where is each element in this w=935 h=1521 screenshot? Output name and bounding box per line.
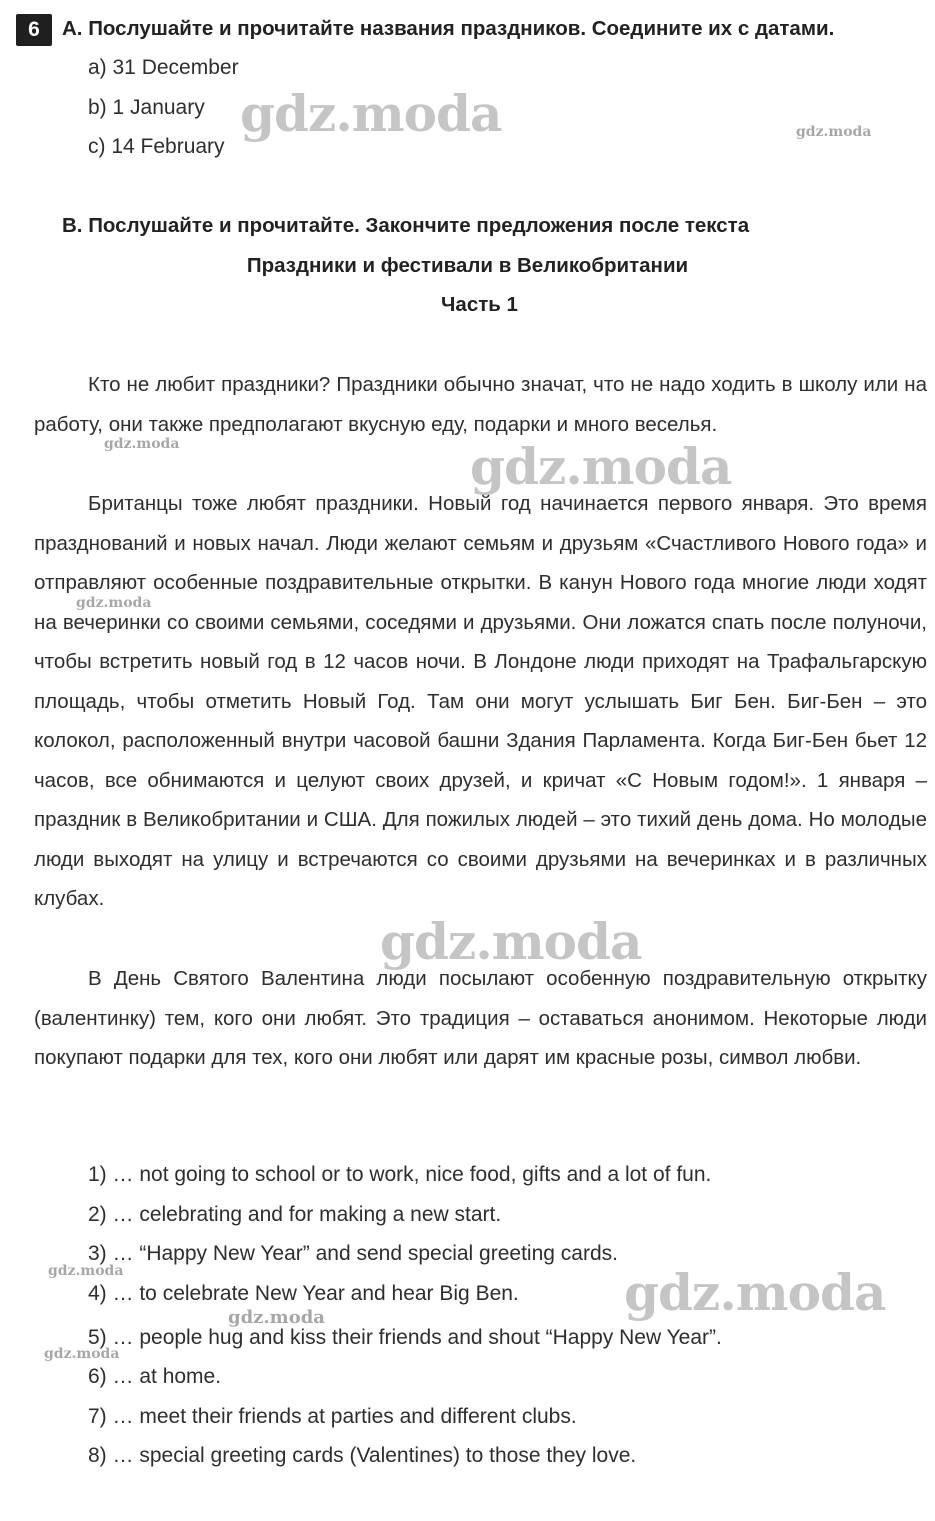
watermark-small: gdz.moda (76, 595, 152, 611)
watermark-large: gdz.moda (470, 437, 732, 496)
watermark-small: gdz.moda (228, 1307, 325, 1328)
watermark-large: gdz.moda (240, 84, 502, 143)
sentence-4: 4) … to celebrate New Year and hear Big Ben. (88, 1282, 519, 1305)
sentence-5: 5) … people hug and kiss their friends and shout “Happy New Year”. (88, 1326, 722, 1349)
sentence-6: 6) … at home. (88, 1365, 222, 1388)
task-b-heading: B. Послушайте и прочитайте. Закончите предложения после текста (62, 214, 750, 237)
watermark-small: gdz.moda (48, 1263, 124, 1279)
sentence-3: 3) … “Happy New Year” and send special greeting cards. (88, 1242, 618, 1265)
watermark-small: gdz.moda (104, 436, 180, 452)
date-item-c: c) 14 February (88, 135, 225, 158)
sentence-2: 2) … celebrating and for making a new start. (88, 1203, 502, 1226)
paragraph-2: Британцы тоже любят праздники. Новый год начинается первого января. Это время празднований и новых начал. Люди желают семьям и друзьям «Счастливого Нового года» и отправляют особенные поздравительные открытки. В канун Нового года многие люди ходят на вечеринки со своими семьями, соседями и друзьями. Они ложатся спать после полуночи, чтобы встретить новый год в 12 часов ночи. В Лондоне люди приходят на Трафальгарскую площадь, чтобы отметить Новый Год. Там они могут услышать Биг Бен. Биг-Бен – это колокол, расположенный внутри часовой башни Здания Парламента. Когда Биг-Бен бьет 12 часов, все обнимаются и целуют своих друзей, и кричат «С Новым годом!». 1 января – праздник в Великобритании и США. Для пожилых людей – это тихий день дома. Но молодые люди выходят на улицу и встречаются со своими друзьями на вечеринках и в различных клубах. (34, 492, 927, 910)
sentence-8: 8) … special greeting cards (Valentines) to those they love. (88, 1444, 637, 1467)
watermark-large: gdz.moda (624, 1263, 886, 1322)
date-item-b: b) 1 January (88, 96, 205, 119)
watermark-large: gdz.moda (380, 912, 642, 971)
sentence-7: 7) … meet their friends at parties and different clubs. (88, 1405, 577, 1428)
sentence-1: 1) … not going to school or to work, nice food, gifts and a lot of fun. (88, 1163, 712, 1186)
exercise-number: 6 (16, 14, 52, 46)
task-a-heading: A. Послушайте и прочитайте названия праздников. Соедините их с датами. (62, 17, 835, 40)
text-title: Праздники и фестивали в Великобритании (246, 254, 689, 277)
watermark-small: gdz.moda (44, 1346, 120, 1362)
paragraph-1: Кто не любит праздники? Праздники обычно значат, что не надо ходить в школу или на работу, они также предполагают вкусную еду, подарки и много веселья. (34, 373, 927, 436)
watermark-small: gdz.moda (796, 124, 872, 140)
paragraph-3: В День Святого Валентина люди посылают особенную поздравительную открытку (валентинку) тем, кого они любят. Это традиция – оставаться анонимом. Некоторые люди покупают подарки для тех, кого они любят или дарят им красные розы, символ любви. (34, 967, 927, 1069)
text-part: Часть 1 (441, 293, 518, 316)
date-item-a: a) 31 December (88, 56, 239, 79)
